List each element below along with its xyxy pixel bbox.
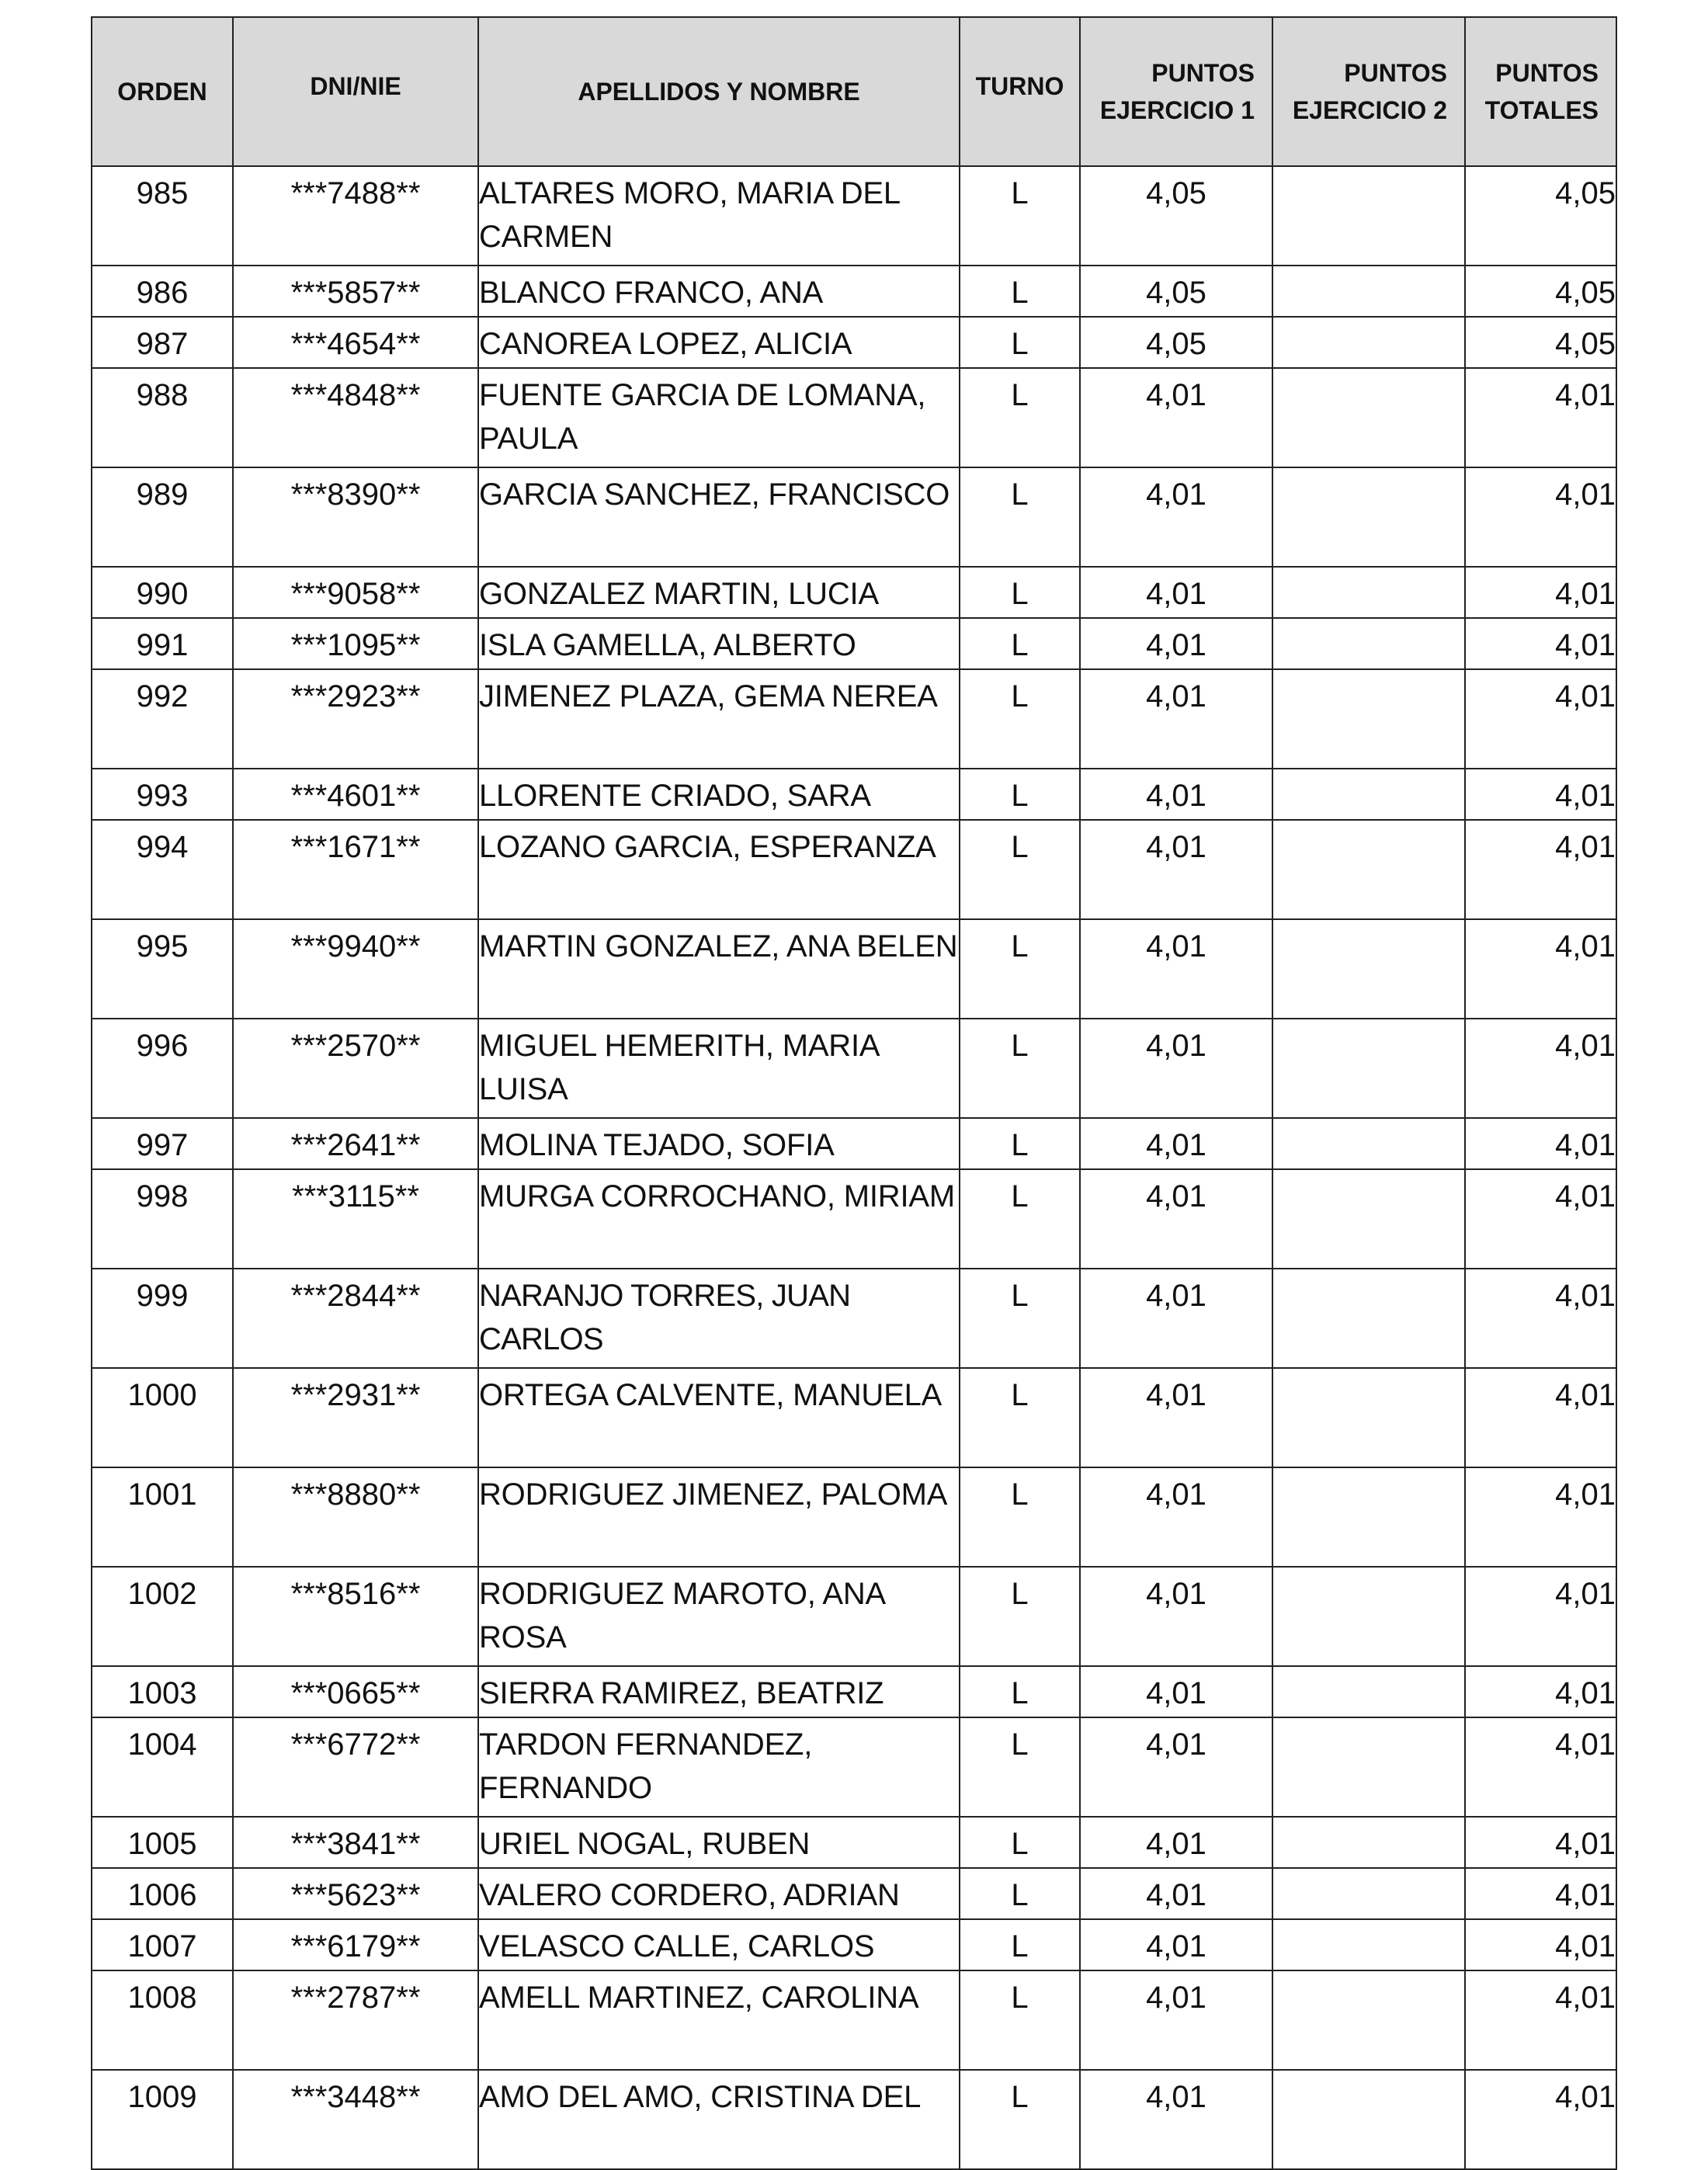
cell-nombre: GARCIA SANCHEZ, FRANCISCO bbox=[478, 467, 960, 567]
cell-dni: ***1671** bbox=[233, 820, 478, 919]
header-row bbox=[92, 17, 1616, 166]
cell-turno: L bbox=[960, 1868, 1080, 1919]
cell-dni: ***2570** bbox=[233, 1019, 478, 1118]
cell-puntos-totales: 4,01 bbox=[1465, 1567, 1616, 1666]
cell-puntos-ejercicio-1: 4,01 bbox=[1080, 2070, 1272, 2169]
header-puntos-ejercicio-2-line1: PUNTOS bbox=[1344, 59, 1447, 87]
cell-orden: 1000 bbox=[92, 1368, 233, 1467]
header-puntos-ejercicio-1-line1: PUNTOS bbox=[1151, 59, 1255, 87]
cell-puntos-ejercicio-1: 4,01 bbox=[1080, 1817, 1272, 1868]
header-puntos-ejercicio-1 bbox=[1080, 17, 1272, 166]
cell-nombre: JIMENEZ PLAZA, GEMA NEREA bbox=[478, 669, 960, 769]
cell-puntos-ejercicio-1: 4,01 bbox=[1080, 1019, 1272, 1118]
cell-puntos-totales: 4,01 bbox=[1465, 618, 1616, 669]
cell-orden: 1006 bbox=[92, 1868, 233, 1919]
cell-turno: L bbox=[960, 2070, 1080, 2169]
cell-puntos-totales: 4,01 bbox=[1465, 1169, 1616, 1269]
cell-puntos-ejercicio-1: 4,01 bbox=[1080, 1919, 1272, 1970]
cell-puntos-ejercicio-2 bbox=[1272, 1919, 1465, 1970]
cell-puntos-totales: 4,01 bbox=[1465, 1666, 1616, 1717]
header-puntos-ejercicio-1-line2: EJERCICIO 1 bbox=[1099, 96, 1255, 124]
cell-nombre: VALERO CORDERO, ADRIAN bbox=[478, 1868, 960, 1919]
header-dni: DNI/NIE bbox=[233, 17, 478, 166]
cell-puntos-ejercicio-2 bbox=[1272, 1868, 1465, 1919]
cell-puntos-ejercicio-1: 4,01 bbox=[1080, 1118, 1272, 1169]
cell-turno: L bbox=[960, 1368, 1080, 1467]
cell-puntos-totales: 4,01 bbox=[1465, 467, 1616, 567]
results-table-body bbox=[92, 166, 1616, 2169]
cell-puntos-ejercicio-1: 4,01 bbox=[1080, 1269, 1272, 1368]
cell-dni: ***3448** bbox=[233, 2070, 478, 2169]
cell-dni: ***7488** bbox=[233, 166, 478, 266]
cell-puntos-ejercicio-1: 4,01 bbox=[1080, 1717, 1272, 1817]
cell-turno: L bbox=[960, 1019, 1080, 1118]
cell-puntos-ejercicio-1: 4,01 bbox=[1080, 1666, 1272, 1717]
cell-nombre: ALTARES MORO, MARIA DEL CARMEN bbox=[478, 166, 960, 266]
cell-dni: ***5857** bbox=[233, 266, 478, 317]
cell-orden: 993 bbox=[92, 769, 233, 820]
cell-nombre: URIEL NOGAL, RUBEN bbox=[478, 1817, 960, 1868]
cell-puntos-ejercicio-1: 4,01 bbox=[1080, 820, 1272, 919]
cell-puntos-totales: 4,05 bbox=[1465, 266, 1616, 317]
cell-puntos-ejercicio-2 bbox=[1272, 1467, 1465, 1567]
cell-nombre: TARDON FERNANDEZ, FERNANDO bbox=[478, 1717, 960, 1817]
cell-puntos-ejercicio-2 bbox=[1272, 166, 1465, 266]
cell-turno: L bbox=[960, 317, 1080, 368]
cell-puntos-totales: 4,01 bbox=[1465, 1467, 1616, 1567]
cell-puntos-ejercicio-2 bbox=[1272, 1019, 1465, 1118]
cell-dni: ***4654** bbox=[233, 317, 478, 368]
cell-puntos-ejercicio-1: 4,05 bbox=[1080, 266, 1272, 317]
cell-orden: 985 bbox=[92, 166, 233, 266]
cell-dni: ***4848** bbox=[233, 368, 478, 467]
cell-puntos-totales: 4,01 bbox=[1465, 2070, 1616, 2169]
cell-puntos-ejercicio-2 bbox=[1272, 266, 1465, 317]
cell-turno: L bbox=[960, 769, 1080, 820]
cell-nombre: GONZALEZ MARTIN, LUCIA bbox=[478, 567, 960, 618]
cell-orden: 1008 bbox=[92, 1970, 233, 2070]
cell-dni: ***5623** bbox=[233, 1868, 478, 1919]
cell-orden: 999 bbox=[92, 1269, 233, 1368]
cell-orden: 987 bbox=[92, 317, 233, 368]
cell-puntos-ejercicio-1: 4,01 bbox=[1080, 1970, 1272, 2070]
cell-puntos-ejercicio-2 bbox=[1272, 1269, 1465, 1368]
cell-dni: ***3115** bbox=[233, 1169, 478, 1269]
cell-puntos-totales: 4,01 bbox=[1465, 820, 1616, 919]
cell-nombre: VELASCO CALLE, CARLOS bbox=[478, 1919, 960, 1970]
header-puntos-totales bbox=[1465, 17, 1616, 166]
cell-puntos-totales: 4,01 bbox=[1465, 1368, 1616, 1467]
cell-nombre: MIGUEL HEMERITH, MARIA LUISA bbox=[478, 1019, 960, 1118]
cell-orden: 992 bbox=[92, 669, 233, 769]
cell-dni: ***2641** bbox=[233, 1118, 478, 1169]
cell-turno: L bbox=[960, 1169, 1080, 1269]
cell-nombre: ISLA GAMELLA, ALBERTO bbox=[478, 618, 960, 669]
cell-puntos-ejercicio-2 bbox=[1272, 769, 1465, 820]
cell-turno: L bbox=[960, 1919, 1080, 1970]
cell-puntos-ejercicio-1: 4,01 bbox=[1080, 618, 1272, 669]
cell-nombre: RODRIGUEZ JIMENEZ, PALOMA bbox=[478, 1467, 960, 1567]
cell-puntos-totales: 4,01 bbox=[1465, 1019, 1616, 1118]
cell-puntos-ejercicio-1: 4,05 bbox=[1080, 166, 1272, 266]
cell-puntos-ejercicio-2 bbox=[1272, 567, 1465, 618]
cell-nombre: SIERRA RAMIREZ, BEATRIZ bbox=[478, 1666, 960, 1717]
cell-dni: ***2931** bbox=[233, 1368, 478, 1467]
cell-dni: ***0665** bbox=[233, 1666, 478, 1717]
cell-puntos-ejercicio-2 bbox=[1272, 317, 1465, 368]
cell-nombre: RODRIGUEZ MAROTO, ANA ROSA bbox=[478, 1567, 960, 1666]
cell-puntos-ejercicio-2 bbox=[1272, 820, 1465, 919]
cell-nombre: LOZANO GARCIA, ESPERANZA bbox=[478, 820, 960, 919]
cell-dni: ***2923** bbox=[233, 669, 478, 769]
cell-puntos-ejercicio-1: 4,01 bbox=[1080, 1169, 1272, 1269]
cell-turno: L bbox=[960, 467, 1080, 567]
cell-orden: 1009 bbox=[92, 2070, 233, 2169]
cell-turno: L bbox=[960, 1970, 1080, 2070]
cell-puntos-ejercicio-2 bbox=[1272, 669, 1465, 769]
cell-nombre: FUENTE GARCIA DE LOMANA, PAULA bbox=[478, 368, 960, 467]
cell-puntos-totales: 4,05 bbox=[1465, 166, 1616, 266]
cell-orden: 1001 bbox=[92, 1467, 233, 1567]
cell-nombre: ORTEGA CALVENTE, MANUELA bbox=[478, 1368, 960, 1467]
cell-dni: ***4601** bbox=[233, 769, 478, 820]
cell-dni: ***3841** bbox=[233, 1817, 478, 1868]
cell-puntos-ejercicio-1: 4,01 bbox=[1080, 1868, 1272, 1919]
cell-puntos-ejercicio-2 bbox=[1272, 1169, 1465, 1269]
cell-puntos-ejercicio-1: 4,01 bbox=[1080, 1467, 1272, 1567]
cell-nombre: AMELL MARTINEZ, CAROLINA bbox=[478, 1970, 960, 2070]
cell-puntos-totales: 4,01 bbox=[1465, 1118, 1616, 1169]
results-table bbox=[91, 16, 1617, 2170]
cell-puntos-totales: 4,01 bbox=[1465, 368, 1616, 467]
cell-nombre: CANOREA LOPEZ, ALICIA bbox=[478, 317, 960, 368]
cell-dni: ***8880** bbox=[233, 1467, 478, 1567]
cell-puntos-ejercicio-2 bbox=[1272, 1970, 1465, 2070]
cell-puntos-ejercicio-1: 4,01 bbox=[1080, 567, 1272, 618]
cell-puntos-ejercicio-1: 4,01 bbox=[1080, 919, 1272, 1019]
cell-puntos-totales: 4,01 bbox=[1465, 769, 1616, 820]
cell-nombre: LLORENTE CRIADO, SARA bbox=[478, 769, 960, 820]
cell-turno: L bbox=[960, 1817, 1080, 1868]
cell-orden: 1002 bbox=[92, 1567, 233, 1666]
cell-nombre: AMO DEL AMO, CRISTINA DEL bbox=[478, 2070, 960, 2169]
cell-puntos-ejercicio-1: 4,01 bbox=[1080, 368, 1272, 467]
cell-dni: ***8390** bbox=[233, 467, 478, 567]
cell-turno: L bbox=[960, 266, 1080, 317]
cell-nombre: MURGA CORROCHANO, MIRIAM bbox=[478, 1169, 960, 1269]
cell-puntos-totales: 4,01 bbox=[1465, 1717, 1616, 1817]
cell-orden: 989 bbox=[92, 467, 233, 567]
cell-puntos-totales: 4,01 bbox=[1465, 567, 1616, 618]
cell-orden: 996 bbox=[92, 1019, 233, 1118]
cell-turno: L bbox=[960, 1717, 1080, 1817]
cell-orden: 997 bbox=[92, 1118, 233, 1169]
header-turno: TURNO bbox=[960, 17, 1080, 166]
cell-dni: ***2787** bbox=[233, 1970, 478, 2070]
cell-dni: ***9058** bbox=[233, 567, 478, 618]
cell-puntos-ejercicio-2 bbox=[1272, 1368, 1465, 1467]
cell-orden: 1005 bbox=[92, 1817, 233, 1868]
cell-turno: L bbox=[960, 1269, 1080, 1368]
header-puntos-totales-line1: PUNTOS bbox=[1495, 59, 1599, 87]
cell-puntos-ejercicio-2 bbox=[1272, 919, 1465, 1019]
header-puntos-totales-line2: TOTALES bbox=[1484, 96, 1599, 124]
cell-turno: L bbox=[960, 1666, 1080, 1717]
cell-puntos-totales: 4,01 bbox=[1465, 1269, 1616, 1368]
cell-puntos-totales: 4,01 bbox=[1465, 919, 1616, 1019]
cell-puntos-ejercicio-2 bbox=[1272, 467, 1465, 567]
cell-puntos-ejercicio-1: 4,01 bbox=[1080, 1368, 1272, 1467]
cell-orden: 1007 bbox=[92, 1919, 233, 1970]
cell-puntos-ejercicio-2 bbox=[1272, 1817, 1465, 1868]
cell-orden: 1004 bbox=[92, 1717, 233, 1817]
cell-turno: L bbox=[960, 919, 1080, 1019]
header-puntos-ejercicio-2-line2: EJERCICIO 2 bbox=[1292, 96, 1447, 124]
header-nombre: APELLIDOS Y NOMBRE bbox=[478, 17, 960, 166]
cell-puntos-ejercicio-1: 4,01 bbox=[1080, 467, 1272, 567]
cell-turno: L bbox=[960, 1467, 1080, 1567]
cell-turno: L bbox=[960, 166, 1080, 266]
cell-dni: ***8516** bbox=[233, 1567, 478, 1666]
cell-nombre: NARANJO TORRES, JUAN CARLOS bbox=[478, 1269, 960, 1368]
cell-dni: ***6772** bbox=[233, 1717, 478, 1817]
cell-orden: 998 bbox=[92, 1169, 233, 1269]
cell-orden: 1003 bbox=[92, 1666, 233, 1717]
cell-puntos-ejercicio-2 bbox=[1272, 368, 1465, 467]
cell-orden: 988 bbox=[92, 368, 233, 467]
cell-dni: ***1095** bbox=[233, 618, 478, 669]
cell-orden: 994 bbox=[92, 820, 233, 919]
cell-nombre: BLANCO FRANCO, ANA bbox=[478, 266, 960, 317]
cell-puntos-totales: 4,05 bbox=[1465, 317, 1616, 368]
cell-puntos-ejercicio-2 bbox=[1272, 1118, 1465, 1169]
cell-puntos-totales: 4,01 bbox=[1465, 669, 1616, 769]
cell-nombre: MARTIN GONZALEZ, ANA BELEN bbox=[478, 919, 960, 1019]
cell-orden: 995 bbox=[92, 919, 233, 1019]
header-orden: ORDEN bbox=[92, 17, 233, 166]
cell-puntos-ejercicio-1: 4,01 bbox=[1080, 1567, 1272, 1666]
cell-turno: L bbox=[960, 669, 1080, 769]
cell-dni: ***2844** bbox=[233, 1269, 478, 1368]
cell-turno: L bbox=[960, 567, 1080, 618]
cell-orden: 986 bbox=[92, 266, 233, 317]
header-puntos-ejercicio-2 bbox=[1272, 17, 1465, 166]
cell-orden: 991 bbox=[92, 618, 233, 669]
cell-turno: L bbox=[960, 368, 1080, 467]
cell-puntos-ejercicio-1: 4,01 bbox=[1080, 669, 1272, 769]
cell-puntos-ejercicio-2 bbox=[1272, 2070, 1465, 2169]
cell-turno: L bbox=[960, 1567, 1080, 1666]
cell-puntos-ejercicio-1: 4,01 bbox=[1080, 769, 1272, 820]
cell-puntos-ejercicio-2 bbox=[1272, 1567, 1465, 1666]
cell-puntos-ejercicio-2 bbox=[1272, 1717, 1465, 1817]
cell-turno: L bbox=[960, 820, 1080, 919]
cell-puntos-ejercicio-2 bbox=[1272, 1666, 1465, 1717]
cell-puntos-ejercicio-1: 4,05 bbox=[1080, 317, 1272, 368]
cell-nombre: MOLINA TEJADO, SOFIA bbox=[478, 1118, 960, 1169]
cell-dni: ***6179** bbox=[233, 1919, 478, 1970]
cell-puntos-ejercicio-2 bbox=[1272, 618, 1465, 669]
cell-dni: ***9940** bbox=[233, 919, 478, 1019]
cell-turno: L bbox=[960, 1118, 1080, 1169]
cell-orden: 990 bbox=[92, 567, 233, 618]
cell-puntos-totales: 4,01 bbox=[1465, 1868, 1616, 1919]
cell-puntos-totales: 4,01 bbox=[1465, 1919, 1616, 1970]
cell-puntos-totales: 4,01 bbox=[1465, 1817, 1616, 1868]
cell-puntos-totales: 4,01 bbox=[1465, 1970, 1616, 2070]
cell-turno: L bbox=[960, 618, 1080, 669]
